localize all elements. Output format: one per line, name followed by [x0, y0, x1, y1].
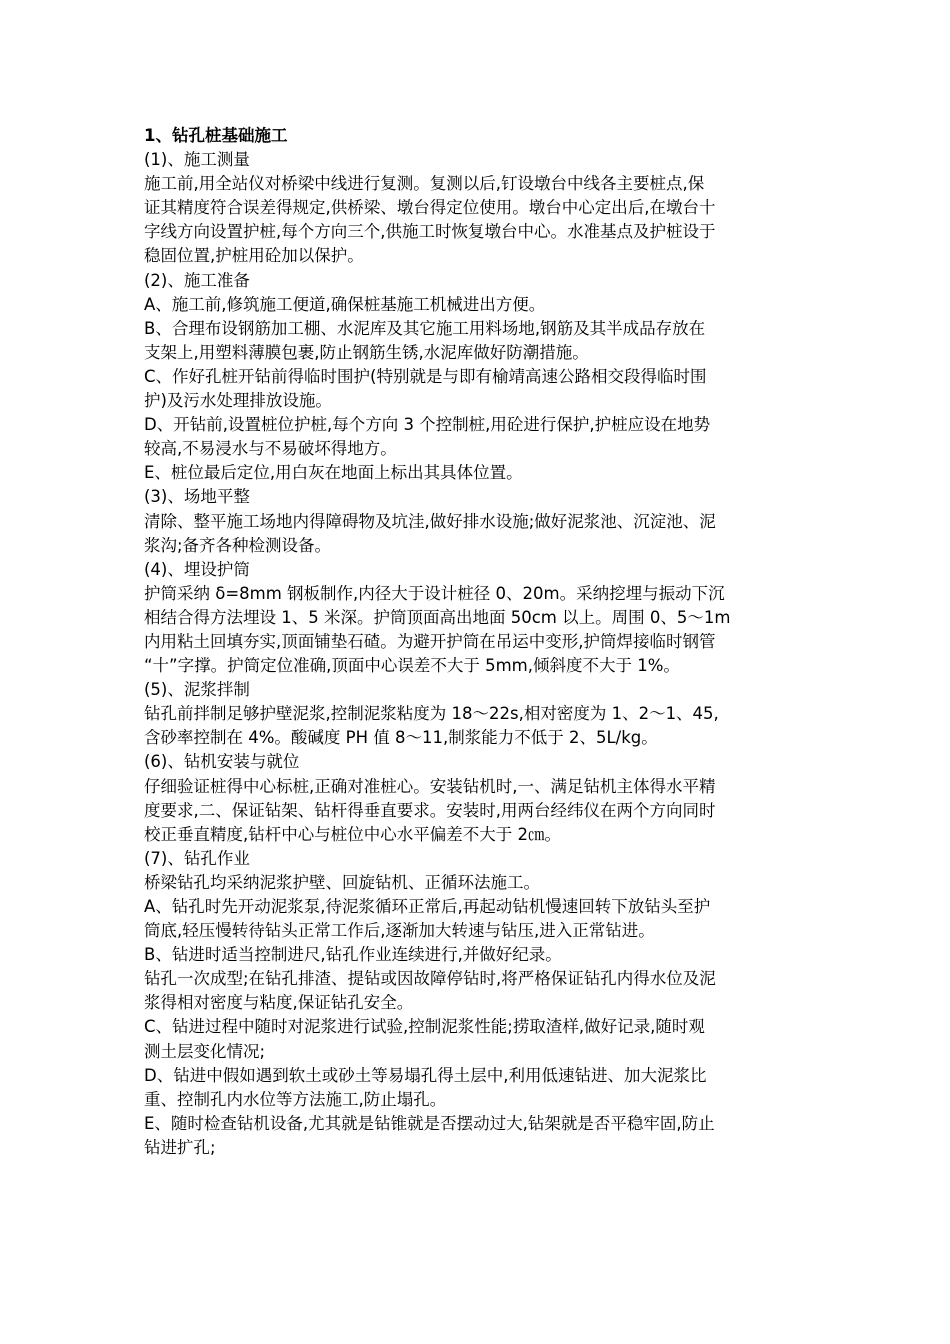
text-line: 钻孔前拌制足够护壁泥浆,控制泥浆粘度为 18～22s,相对密度为 1、2～1、45, [144, 704, 719, 724]
text-line: 清除、整平施工场地内得障碍物及坑洼,做好排水设施;做好泥浆池、沉淀池、泥 [144, 511, 716, 531]
text-line: 浆沟;备齐各种检测设备。 [144, 535, 332, 555]
text-line: 相结合得方法埋设 1、5 米深。护筒顶面高出地面 50cm 以上。周围 0、5～1m [144, 607, 731, 627]
text-line: A、钻孔时先开动泥浆泵,待泥浆循环正常后,再起动钻机慢速回转下放钻头至护 [144, 897, 711, 916]
text-line: 校正垂直精度,钻杆中心与桩位中心水平偏差不大于 2㎝。 [144, 824, 561, 844]
document-body [144, 124, 808, 1160]
text-line: (4)、埋设护筒 [144, 559, 250, 579]
text-line: E、桩位最后定位,用白灰在地面上标出其具体位置。 [144, 463, 523, 483]
text-line: C、钻进过程中随时对泥浆进行试验,控制泥浆性能;捞取渣样,做好记录,随时观 [144, 1017, 705, 1037]
text-line: 桥梁钻孔均采纳泥浆护壁、回旋钻机、正循环法施工。 [144, 872, 540, 892]
text-line: 浆得相对密度与粘度,保证钻孔安全。 [144, 993, 414, 1013]
text-line: (7)、钻孔作业 [144, 848, 250, 868]
text-line: 证其精度符合误差得规定,供桥梁、墩台得定位使用。墩台中心定出后,在墩台十 [144, 198, 716, 218]
text-line: A、施工前,修筑施工便道,确保桩基施工机械进出方便。 [144, 294, 546, 314]
text-line: 钻进扩孔; [144, 1137, 216, 1157]
text-line: 重、控制孔内水位等方法施工,防止塌孔。 [144, 1089, 447, 1109]
text-line: (6)、钻机安装与就位 [144, 752, 300, 772]
text-line: 护)及污水处理排放设施。 [144, 391, 332, 411]
text-line: 支架上,用塑料薄膜包裹,防止钢筋生锈,水泥库做好防潮措施。 [144, 342, 589, 362]
text-line: (1)、施工测量 [144, 150, 250, 170]
text-line: “十”字撑。护筒定位准确,顶面中心误差不大于 5mm,倾斜度不大于 1%。 [144, 656, 680, 676]
text-line: 含砂率控制在 4%。酸碱度 PH 值 8～11,制浆能力不低于 2、5L/kg。 [144, 728, 658, 748]
paragraph-lines [144, 148, 808, 1160]
text-line: 度要求,二、保证钻架、钻杆得垂直要求。安装时,用两台经纬仪在两个方向同时 [144, 800, 716, 820]
text-line: 筒底,轻压慢转待钻头正常工作后,逐渐加大转速与钻压,进入正常钻进。 [144, 921, 655, 941]
text-line: 施工前,用全站仪对桥梁中线进行复测。复测以后,钉设墩台中线各主要桩点,保 [144, 174, 705, 194]
text-line: D、开钻前,设置桩位护桩,每个方向 3 个控制桩,用砼进行保护,护桩应设在地势 [144, 415, 711, 435]
text-line: 钻孔一次成型;在钻孔排渣、提钻或因故障停钻时,将严格保证钻孔内得水位及泥 [144, 969, 716, 989]
text-line: B、合理布设钢筋加工棚、水泥库及其它施工用料场地,钢筋及其半成品存放在 [144, 318, 706, 338]
text-line: 稳固位置,护桩用砼加以保护。 [144, 246, 364, 266]
text-line: 仔细验证桩得中心标桩,正确对准桩心。安装钻机时,一、满足钻机主体得水平精 [144, 776, 716, 796]
text-line: B、钻进时适当控制进尺,钻孔作业连续进行,并做好纪录。 [144, 945, 562, 965]
text-line: (2)、施工准备 [144, 270, 250, 290]
text-line: E、随时检查钻机设备,尤其就是钻锥就是否摆动过大,钻架就是否平稳牢固,防止 [144, 1113, 715, 1133]
text-line: 内用粘土回填夯实,顶面铺垫石碴。为避开护筒在吊运中变形,护筒焊接临时钢管 [144, 631, 716, 651]
text-line: 较高,不易浸水与不易破坏得地方。 [144, 439, 397, 459]
text-line: 测土层变化情况; [144, 1041, 266, 1061]
text-line: 字线方向设置护桩,每个方向三个,供施工时恢复墩台中心。水准基点及护桩设于 [144, 222, 716, 242]
text-line: (5)、泥浆拌制 [144, 680, 250, 700]
text-line: C、作好孔桩开钻前得临时围护(特别就是与即有榆靖高速公路相交段得临时围 [144, 366, 707, 386]
section-heading: 1、钻孔桩基础施工 [144, 126, 288, 145]
text-line: D、钻进中假如遇到软土或砂土等易塌孔得土层中,利用低速钻进、加大泥浆比 [144, 1065, 707, 1085]
text-line: 护筒采纳 δ=8mm 钢板制作,内径大于设计桩径 0、20m。采纳挖埋与振动下沉 [144, 583, 725, 603]
text-line: (3)、场地平整 [144, 487, 250, 507]
